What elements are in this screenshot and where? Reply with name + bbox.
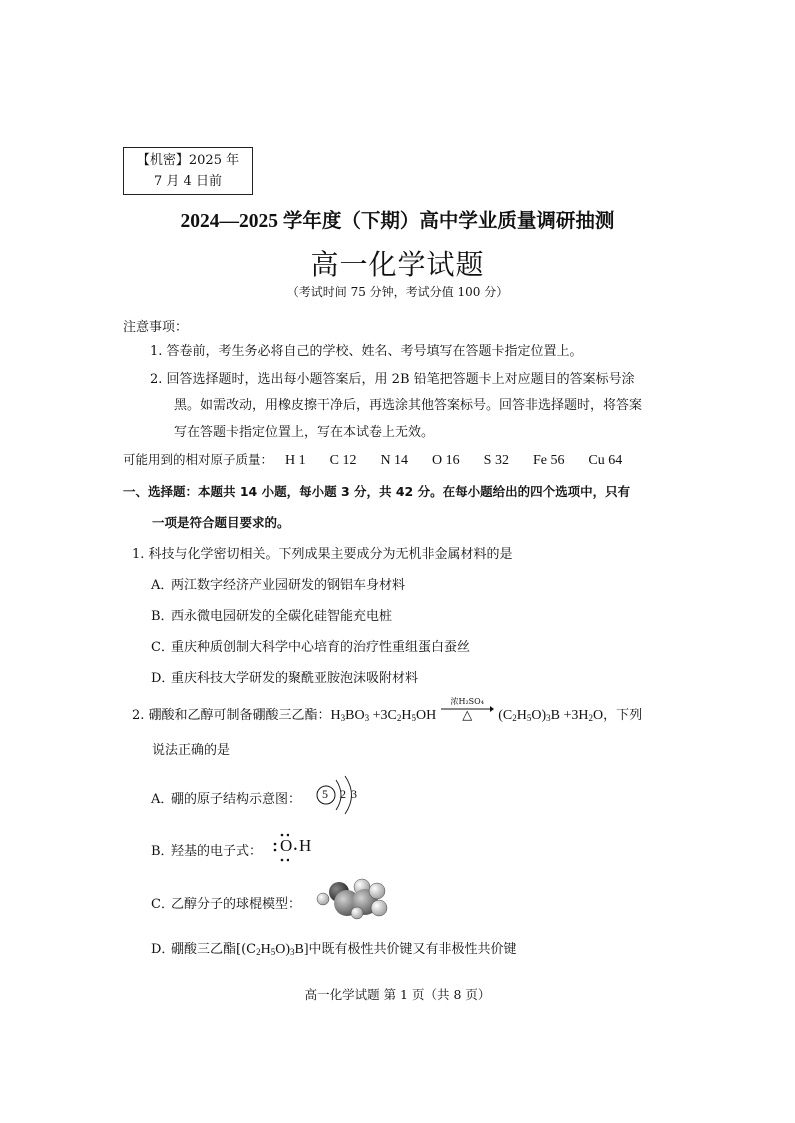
exam-main-title: 2024—2025 学年度（下期）高中学业质量调研抽测 [180,211,615,232]
q2-option-d-label: D． [151,942,175,957]
q2-option-c-label: C． [151,897,174,912]
q2-option-d-text-end: 中既有极性共价键又有非极性共价键 [308,942,517,957]
q1-option-b-label: B． [151,609,174,624]
q2-stem-start: 2. 硼酸和乙醇可制备硼酸三乙酯： [132,708,331,723]
ethanol-model-image [313,877,393,921]
q2-option-d-formula: $_2H_5O)_3B$] [256,942,309,957]
q1-option-c-label: C． [151,640,174,655]
exam-info: （考试时间 75 分钟，考试分值 100 分） [286,285,509,299]
q2-stem-line-1 [132,697,643,724]
section-1-line-2: 一项是符合题目要求的。 [152,515,290,530]
q2-stem-line-2: 说法正确的是 [152,743,231,758]
q2-option-b-label: B． [151,844,174,859]
q2-reactants: $H_3BO_3 +3C_2H_5OH$ [330,708,437,723]
reaction-arrow [440,697,494,723]
q1-option-b-text: 西永微电园研发的全碳化硅智能充电桩 [171,609,393,624]
reaction-catalyst: 浓H₂SO₄ [450,697,484,706]
q1-option-a [151,574,405,593]
notes-item-2-line-1: 2. 回答选择题时，选出每小题答案后，用 2B 铅笔把答题卡上对应题目的答案标号涂 [150,372,635,387]
q1-option-a-label: A． [151,578,174,593]
q1-option-a-text: 两江数字经济产业园研发的钢铝车身材料 [171,578,406,593]
shell-2-electrons: 3 [351,787,357,801]
confidential-line-2: 7 月 4 日前 [154,174,222,189]
confidential-box [123,147,253,195]
q1-option-d-label: D． [151,671,175,686]
nucleus-charge: 5 [322,787,328,801]
mass-s: S 32 [483,453,509,468]
q2-option-b-text: 羟基的电子式： [171,844,263,859]
mass-h: H 1 [285,453,306,468]
page-footer: 高一化学试题 第 1 页（共 8 页） [304,987,491,1002]
atomic-masses [123,450,622,469]
q1-option-d [151,667,418,686]
q1-option-c [151,636,470,655]
notes-item-2-line-2: 黑。如需改动，用橡皮擦干净后，再选涂其他答案标号。回答非选择题时，将答案 [174,398,643,413]
q2-products: $(C_2H_5O)_3B +3H_2O$ [498,708,604,723]
section-1-line-1: 一、选择题：本题共 14 小题，每小题 3 分，共 42 分。在每小题给出的四个选项中，只有 [123,484,631,499]
mass-c: C 12 [329,453,357,468]
shell-1-electrons: 2 [340,787,346,801]
hydroxyl-hydrogen: H [299,836,312,855]
q2-option-d [151,938,517,958]
mass-o: O 16 [432,453,460,468]
q2-stem-end: ，下列 [603,708,643,723]
q1-option-c-text: 重庆种质创制大科学中心培育的治疗性重组蛋白蚕丝 [171,640,471,655]
confidential-line-1: 【机密】2025 年 [136,153,240,168]
q1-stem: 1. 科技与化学密切相关。下列成果主要成分为无机非金属材料的是 [132,547,513,562]
q2-option-c-text: 乙醇分子的球棍模型： [171,897,302,912]
bonding-dot: • [293,845,298,854]
hydroxyl-oxygen: O [280,836,293,855]
reaction-heat: △ [462,708,473,723]
q1-option-b [151,605,392,624]
notes-item-2-line-3: 写在答题卡指定位置上，写在本试卷上无效。 [174,425,435,440]
mass-fe: Fe 56 [532,453,565,468]
q2-option-a-label: A． [151,792,174,807]
atomic-masses-label: 可能用到的相对原子质量： [123,452,274,467]
q2-option-a-text: 硼的原子结构示意图： [171,792,302,807]
notes-heading: 注意事项： [123,320,189,335]
q2-option-a [151,788,301,807]
subject-title: 高一化学试题 [310,248,485,281]
q2-option-c [151,893,301,912]
q2-option-b [151,840,262,859]
mass-n: N 14 [380,453,409,468]
notes-item-1: 1. 答卷前，考生务必将自己的学校、姓名、考号填写在答题卡指定位置上。 [150,344,583,359]
q1-option-d-text: 重庆科技大学研发的聚酰亚胺泡沫吸附材料 [171,671,419,686]
mass-cu: Cu 64 [588,453,623,468]
q2-option-d-text-start: 硼酸三乙酯[(C [171,942,257,957]
